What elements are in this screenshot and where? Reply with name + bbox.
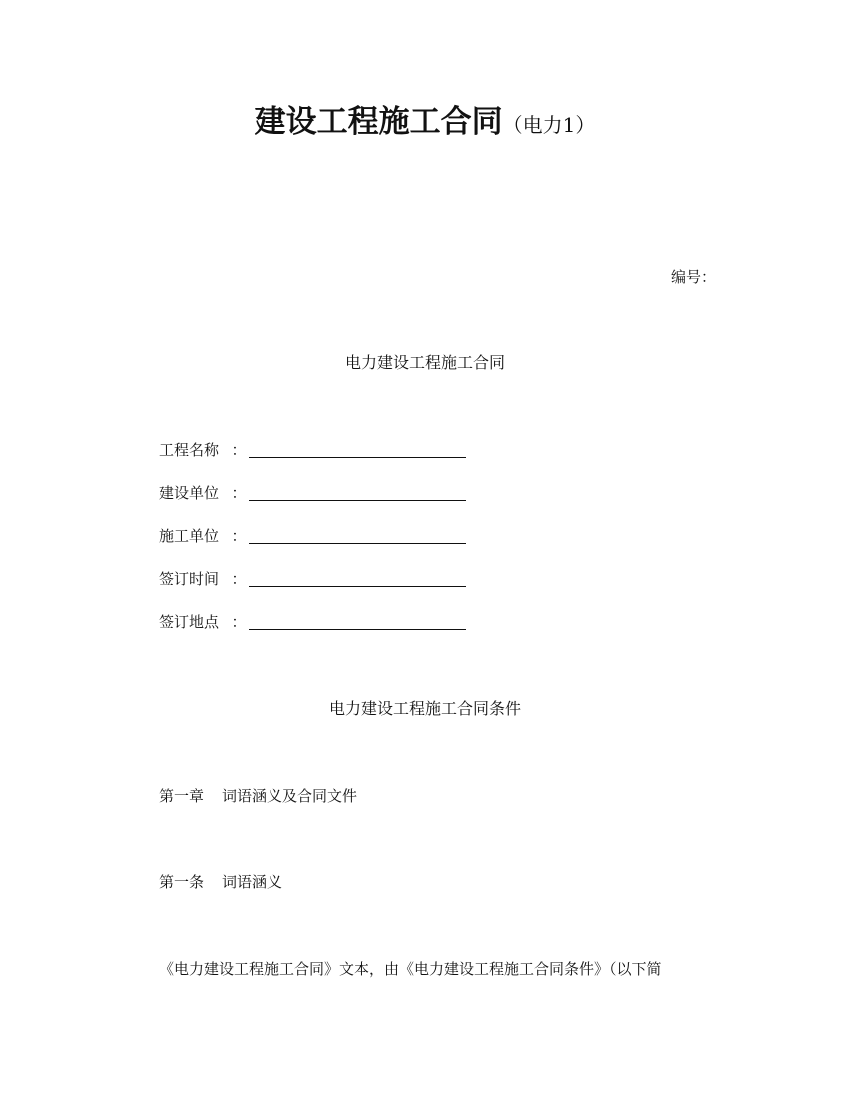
body-paragraph: 《电力建设工程施工合同》文本，由《电力建设工程施工合同条件》（以下简 — [159, 960, 662, 978]
chapter-title: 词语涵义及合同文件 — [222, 787, 358, 805]
chapter-heading — [159, 785, 357, 807]
article-heading — [159, 871, 282, 893]
field-colon: ： — [231, 527, 247, 545]
field-colon: ： — [231, 613, 247, 631]
field-contractor — [159, 525, 466, 547]
field-project-name — [159, 439, 466, 461]
field-colon: ： — [231, 570, 247, 588]
contract-heading: 电力建设工程施工合同 — [344, 353, 505, 372]
serial-number-label: 编号： — [670, 268, 716, 286]
field-signing-date — [159, 568, 466, 590]
field-blank-line — [249, 443, 466, 458]
conditions-heading: 电力建设工程施工合同条件 — [328, 699, 521, 718]
field-colon: ： — [231, 441, 247, 459]
field-signing-place — [159, 611, 466, 633]
field-label: 建设单位 — [159, 484, 220, 502]
document-title — [0, 100, 850, 149]
article-number: 第一条 — [159, 873, 205, 891]
field-label: 签订地点 — [159, 613, 220, 631]
title-subtitle: （电力1） — [502, 113, 596, 137]
field-construction-owner — [159, 482, 466, 504]
article-title: 词语涵义 — [222, 873, 283, 891]
title-main: 建设工程施工合同 — [254, 104, 503, 140]
chapter-number: 第一章 — [159, 787, 205, 805]
field-blank-line — [249, 486, 466, 501]
field-label: 施工单位 — [159, 527, 220, 545]
field-label: 工程名称 — [159, 441, 220, 459]
field-blank-line — [249, 529, 466, 544]
field-label: 签订时间 — [159, 570, 220, 588]
field-blank-line — [249, 572, 466, 587]
field-colon: ： — [231, 484, 247, 502]
field-blank-line — [249, 615, 466, 630]
